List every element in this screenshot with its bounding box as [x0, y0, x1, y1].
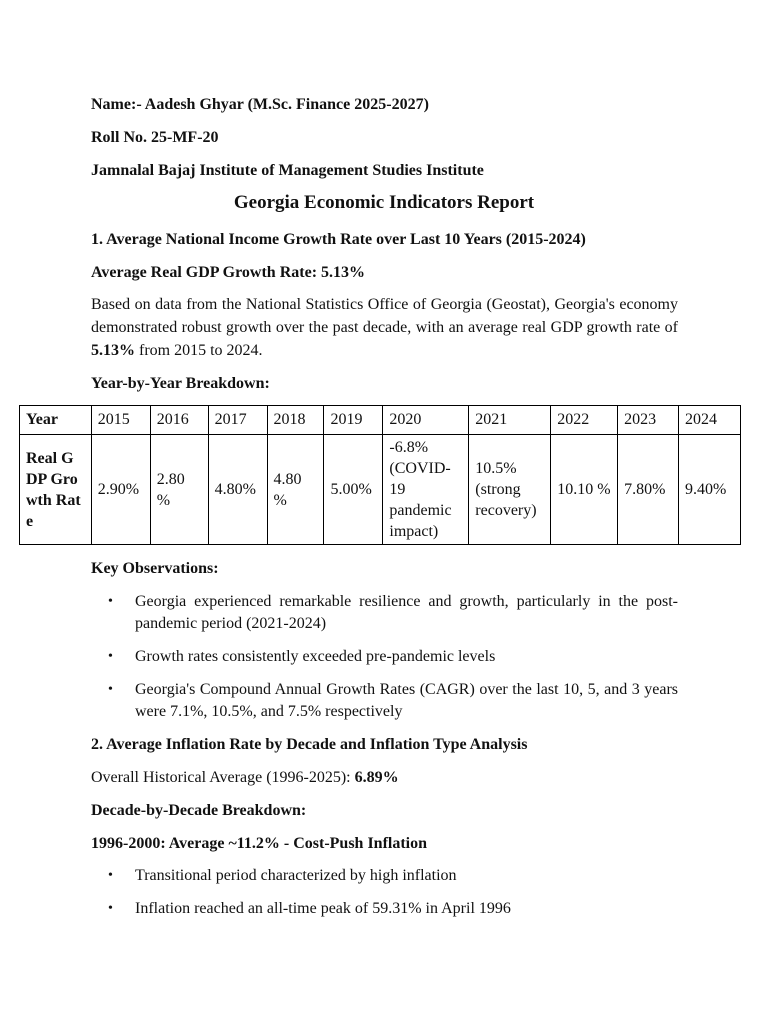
list-item-text: Growth rates consistently exceeded pre-pandemic levels: [135, 648, 496, 665]
list-item-text: Georgia's Compound Annual Growth Rates (CAGR) over the last 10, 5, and 3 years were 7.1%, 10.5%, and 7.5% respectively: [135, 681, 678, 720]
table-cell-value: 5.00%: [324, 435, 383, 545]
table-cell-value: 2.80 %: [150, 435, 208, 545]
table-cell-year: 2024: [679, 406, 741, 435]
breakdown-heading: Year-by-Year Breakdown:: [91, 375, 270, 392]
bullet-icon: •: [108, 682, 113, 697]
table-cell-value: 7.80%: [618, 435, 679, 545]
decade-heading: Decade-by-Decade Breakdown:: [91, 802, 307, 819]
para-text-2: from 2015 to 2024.: [135, 342, 263, 359]
table-cell-year: 2023: [618, 406, 679, 435]
overall-average: [91, 767, 399, 788]
para-text-1: Based on data from the National Statistics Office of Georgia (Geostat), Georgia's economy demonstrated robust growth over the past decade, with an average real GDP growth rate of: [91, 296, 678, 336]
list-item-text: Transitional period characterized by high inflation: [135, 867, 457, 884]
table-cell-value: 4.80%: [208, 435, 267, 545]
table-cell-value: 10.10 %: [551, 435, 618, 545]
period-heading: 1996-2000: Average ~11.2% - Cost-Push Inflation: [91, 835, 428, 852]
table-cell-year: 2019: [324, 406, 383, 435]
bullet-icon: •: [108, 868, 113, 883]
table-header-year: Year: [20, 406, 92, 435]
table-cell-year: 2016: [150, 406, 208, 435]
table-row-growth: [20, 435, 741, 545]
table-cell-year: 2022: [551, 406, 618, 435]
section2-heading: 2. Average Inflation Rate by Decade and Inflation Type Analysis: [91, 736, 528, 753]
section1-heading: 1. Average National Income Growth Rate over Last 10 Years (2015-2024): [91, 231, 586, 248]
observations-heading: Key Observations:: [91, 560, 219, 577]
table-cell-year: 2018: [267, 406, 324, 435]
list-item-text: Georgia experienced remarkable resilience and growth, particularly in the post-pandemic period (2021-2024): [135, 593, 678, 632]
table-cell-value: 4.80 %: [267, 435, 324, 545]
para-bold-value: 5.13%: [91, 342, 135, 359]
gdp-table: [19, 405, 741, 545]
table-row-years: [20, 406, 741, 435]
table-cell-value: 2.90%: [91, 435, 150, 545]
overall-average-value: 6.89%: [354, 769, 399, 786]
report-title: Georgia Economic Indicators Report: [233, 192, 535, 213]
table-cell-value: -6.8% (COVID-19 pandemic impact): [383, 435, 469, 545]
section1-subheading: Average Real GDP Growth Rate: 5.13%: [91, 264, 366, 281]
overall-average-label: Overall Historical Average (1996-2025):: [91, 769, 355, 786]
bullet-icon: •: [108, 901, 113, 916]
table-cell-year: 2021: [469, 406, 551, 435]
institute-name: Jamnalal Bajaj Institute of Management Studies Institute: [91, 162, 484, 179]
table-header-growth-rate: Real GDP Growth Rate: [20, 435, 92, 545]
student-name: Name:- Aadesh Ghyar (M.Sc. Finance 2025-2027): [91, 96, 429, 113]
bullet-icon: •: [108, 649, 113, 664]
roll-number: Roll No. 25-MF-20: [91, 129, 219, 146]
bullet-icon: •: [108, 594, 113, 609]
table-cell-year: 2020: [383, 406, 469, 435]
list-item-text: Inflation reached an all-time peak of 59.31% in April 1996: [135, 900, 511, 917]
table-cell-value: 10.5% (strong recovery): [469, 435, 551, 545]
table-cell-value: 9.40%: [679, 435, 741, 545]
table-cell-year: 2017: [208, 406, 267, 435]
section1-paragraph: [91, 293, 678, 362]
table-cell-year: 2015: [91, 406, 150, 435]
